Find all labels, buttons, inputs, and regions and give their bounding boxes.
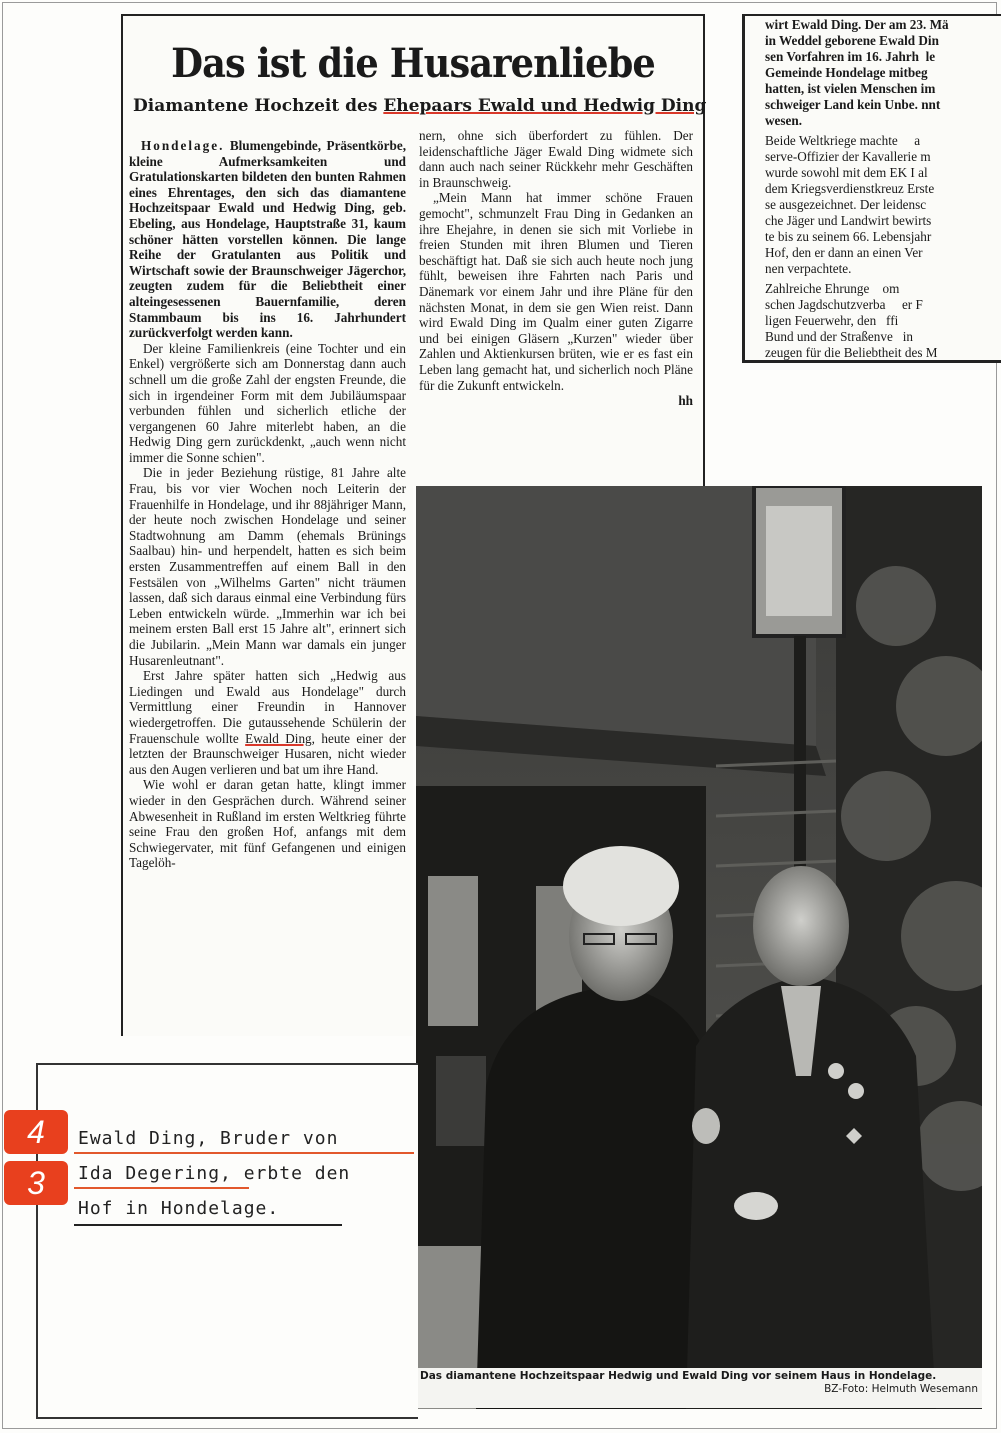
photo-credit: BZ-Foto: Helmuth Wesemann [824, 1383, 978, 1395]
text-line: Zahlreiche Ehrunge om [765, 281, 900, 296]
text-line: hatten, ist vielen Menschen im [765, 81, 936, 96]
text-line: serve-Offizier der Kavallerie m [765, 149, 931, 164]
text-line: se ausgezeichnet. Der leidensc [765, 197, 927, 212]
text-line: zeugen für die Beliebtheit des M [765, 345, 938, 360]
text-line: che Jäger und Landwirt bewirts [765, 213, 932, 228]
typed-note [36, 1063, 418, 1419]
text-line: wurde sowohl mit dem EK I al [765, 165, 928, 180]
red-underline-2 [74, 1187, 249, 1189]
paragraph: Der kleine Familienkreis (eine Tochter und ein Enkel) vergrößerte sich am Donnerstag dann auch schnell um die große Zahl der engsten Freunde, die sich in irgendeiner Form mit dem Jubiläumspaar verbunden fühlen und sicherlich etliche der vergangenen 60 Jahre miterlebt haben, an die Hedwig Ding gern zurückdenkt, „auch wenn nicht immer die Sonne schien". [129, 340, 406, 465]
caption-text: Das diamantene Hochzeitspaar Hedwig und Ewald Ding vor seinem Haus in Hondelage. [420, 1370, 937, 1382]
text-line: schweiger Land kein Unbe. nnt [765, 97, 941, 112]
couple-photo [416, 486, 982, 1409]
text-line: Gemeinde Hondelage mitbeg [765, 65, 928, 80]
article-column-2 [419, 128, 693, 409]
dateline: Hondelage. [141, 138, 225, 153]
text-line: schen Jagdschutzverba er F [765, 297, 923, 312]
tag-3: 3 [4, 1161, 68, 1205]
text-line: sen Vorfahren im 16. Jahrh le [765, 49, 936, 64]
author-signature: hh [678, 393, 693, 409]
note-line-3: Hof in Hondelage. [78, 1198, 280, 1219]
paragraph: nern, ohne sich überfordert zu fühlen. Der leidenschaftliche Jäger Ewald Ding widmete sich dann auch nach seiner Rückkehr mehr Geschäften in Braunschweig. [419, 128, 693, 190]
paragraph: Die in jeder Beziehung rüstige, 81 Jahre alte Frau, bis vor vier Wochen noch Leiterin der Frauenhilfe in Hondelage, und ihr 88jähriger Mann, der heute noch zwischen Hondelage und seiner Stadtwohnung am Damm (ehemals Brünings Saalbau) hin- und herpendelt, hatten es sich beim ersten Zusammentreffen auf einem Ball in den Festsälen von „Wilhelms Garten" nicht träumen lassen, daß sich daraus einmal eine Verbindung fürs Leben entwickeln würde. „Immerhin war ich bei meinem ersten Ball erst 15 Jahre alt", erinnert sich die Jubilarin. „Mein Mann war damals ein junger Husarenleutnant". [129, 465, 406, 668]
text-line: wesen. [765, 113, 802, 128]
note-rule [74, 1224, 342, 1226]
underlined-name: Ewald Ding [245, 730, 312, 746]
text-line: Beide Weltkriege machte a [765, 133, 921, 148]
article-headline: Das ist die Husarenliebe [171, 40, 655, 87]
text-line: wirt Ewald Ding. Der am 23. Mä [765, 17, 949, 32]
photo-caption [416, 1368, 982, 1408]
second-clipping-text [765, 17, 1001, 361]
text-line: in Weddel geborene Ewald Din [765, 33, 939, 48]
text-line: ligen Feuerwehr, den ffi [765, 313, 899, 328]
paragraph: Wie wohl er daran getan hatte, klingt immer wieder in den Gesprächen durch. Während seiner Abwesenheit in Rußland im ersten Weltkrieg führte seine Frau den großen Hof, anfangs mit dem Schwiegervater, mit fünf Gefangenen und einigen Tagelöh- [129, 777, 406, 871]
text-line: Bund und der Straßenve in [765, 329, 913, 344]
text-line: te bis zu seinem 66. Lebensjahr [765, 229, 932, 244]
note-line-2: Ida Degering, erbte den [78, 1163, 351, 1184]
text-line: Hof, den er dann an einen Ver [765, 245, 923, 260]
paragraph-text: , heute einer der letzten der Braunschweiger Husaren, nicht wieder aus den Augen verlieren und bat um ihre Hand. [129, 730, 406, 777]
text-line: dem Kriegsverdienstkreuz Erste [765, 181, 935, 196]
paragraph-text: Blumengebinde, Präsentkörbe, kleine Aufmerksamkeiten und Gratulationskarten bildeten den bunten Rahmen eines Ehrentages, den sich das diamantene Hochzeitspaar Ewald und Hedwig Ding, geb. Ebeling, aus Hondelage, Hauptstraße 31, kaum schöner hätten vorstellen können. Die lange Reihe der Gratulanten aus Politik und Wirtschaft sowie der Braunschweiger Jägerchor, zeugten zudem für die Beliebtheit einer alteingesessenen Bauernfamilie, deren Stammbaum bis ins 16. Jahrhundert zurückverfolgt werden kann. [129, 138, 406, 341]
second-clipping [742, 14, 1001, 363]
tag-4: 4 [4, 1110, 68, 1154]
article-column-1 [129, 138, 406, 871]
subhead-highlight: Ehepaars Ewald und Hedwig Ding [383, 96, 707, 116]
red-underline-1 [74, 1152, 414, 1154]
photo-image [416, 486, 982, 1409]
note-line-1: Ewald Ding, Bruder von [78, 1128, 339, 1149]
article-subhead [133, 96, 706, 116]
subhead-text: Diamantene Hochzeit des [133, 96, 384, 116]
paragraph-text: Erst Jahre später hatten sich „Hedwig aus Liedingen und Ewald aus Hondelage" durch Vermittlung einer Freundin in Hannover wiedergetroffen. Die gutaussehende Schülerin der Frauenschule wollte [129, 668, 406, 746]
paragraph [129, 138, 406, 341]
paragraph [129, 668, 406, 777]
paragraph: „Mein Mann hat immer schöne Frauen gemocht", schmunzelt Frau Ding in Gedanken an ihre Ehejahre, in denen sie sich mit Vorliebe in freien Stunden mit ihren Blumen und Tieren beschäftigt hat. Daß sie sich auch heute noch jung fühlt, beweisen ihre Fahrten nach Paris und Dänemark vor einem Jahr und ihre Pläne für den nächsten Monat, in dem sie gen Wien reist. Dann wird Ewald Ding im Qualm einer guten Zigarre und bei einigen Gläsern „Kurzen" wieder über Zahlen und Aktienkursen brüten, wie er es fast ein Leben lang gemacht hat, und sicherlich noch Pläne für die Zukunft entwickeln. [419, 190, 693, 393]
text-line: nen verpachtete. [765, 261, 852, 276]
